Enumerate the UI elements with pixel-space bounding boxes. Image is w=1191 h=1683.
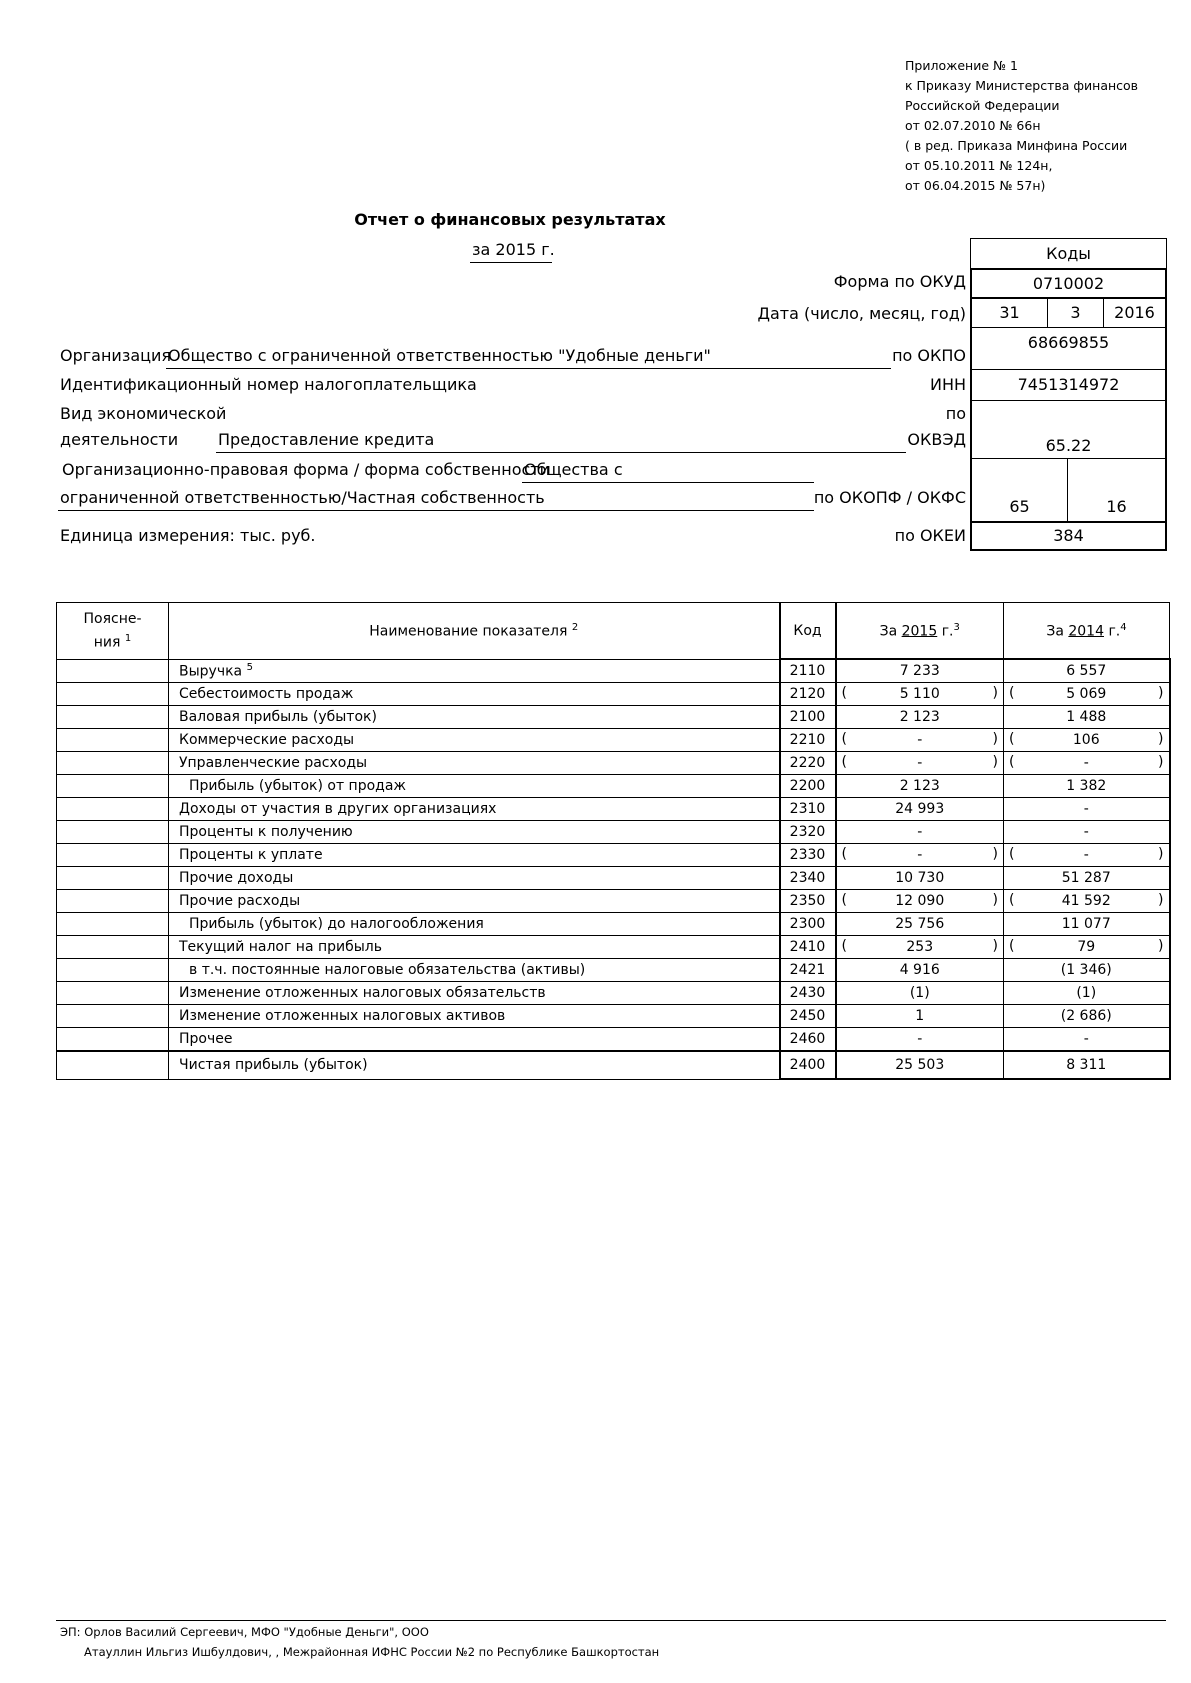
header-cur-year: 2015 [901, 623, 938, 640]
indicator-name-text: в т.ч. постоянные налоговые обязательства (активы) [189, 962, 586, 978]
value-text: 1 382 [1066, 778, 1107, 794]
previous-year-value [1004, 844, 1170, 867]
notes-cell [57, 683, 169, 706]
notes-cell [57, 821, 169, 844]
activity-label-2: деятельности [60, 430, 179, 449]
table-row [57, 775, 1170, 798]
previous-year-value [1004, 752, 1170, 775]
previous-year-value [1004, 659, 1170, 683]
inn-value: 7451314972 [970, 369, 1167, 401]
previous-year-value [1004, 775, 1170, 798]
header-notes-line1: Поясне- [83, 610, 142, 627]
indicator-name [169, 1005, 780, 1028]
value-text: 4 916 [899, 962, 940, 978]
row-code: 2410 [780, 936, 836, 959]
current-year-value [836, 1028, 1004, 1052]
indicator-name-text: Себестоимость продаж [179, 686, 354, 702]
table-row [57, 1028, 1170, 1052]
legal-form-underline-2 [58, 510, 814, 511]
activity-label-1: Вид экономической [60, 404, 227, 423]
org-name: Общество с ограниченной ответственностью "Удобные деньги" [168, 346, 711, 365]
indicator-name [169, 729, 780, 752]
value-text: - [917, 824, 923, 840]
financial-results-table [56, 602, 1171, 1080]
footer-line-2: Атауллин Ильгиз Ишбулдович, , Межрайонная ИФНС России №2 по Республике Башкортостан [84, 1645, 660, 1659]
current-year-value [836, 1051, 1004, 1079]
org-label: Организация [60, 346, 172, 365]
current-year-value [836, 890, 1004, 913]
indicator-name [169, 959, 780, 982]
value-text: 2 123 [899, 709, 940, 725]
indicator-name [169, 1028, 780, 1052]
table-row [57, 729, 1170, 752]
notes-cell [57, 729, 169, 752]
indicator-name [169, 683, 780, 706]
indicator-name-text: Прочие расходы [179, 893, 301, 909]
appendix-line: от 02.07.2010 № 66н [905, 118, 1041, 133]
notes-cell [57, 844, 169, 867]
paren-open: ( [1009, 846, 1015, 862]
value-text: 7 233 [899, 663, 940, 679]
previous-year-value [1004, 867, 1170, 890]
value-text: 25 503 [895, 1057, 945, 1073]
okopf-label: по ОКОПФ / ОКФС [813, 488, 966, 507]
row-code: 2110 [780, 659, 836, 683]
paren-open: ( [1009, 754, 1015, 770]
row-code: 2210 [780, 729, 836, 752]
row-code: 2430 [780, 982, 836, 1005]
value-text: 12 090 [895, 893, 945, 909]
header-code: Код [780, 603, 836, 660]
paren-close: ) [1158, 754, 1164, 770]
date-day: 31 [970, 298, 1048, 328]
notes-cell [57, 706, 169, 729]
header-prev-year: 2014 [1068, 623, 1104, 640]
unit-label: Единица измерения: тыс. руб. [60, 526, 316, 545]
appendix-line: Приложение № 1 [905, 58, 1018, 73]
total-row [57, 1051, 1170, 1079]
indicator-name [169, 752, 780, 775]
okfs-value: 16 [1067, 458, 1167, 522]
indicator-name-text: Валовая прибыль (убыток) [179, 709, 377, 725]
previous-year-value [1004, 729, 1170, 752]
value-text: - [1083, 755, 1089, 771]
notes-cell [57, 959, 169, 982]
indicator-name [169, 913, 780, 936]
appendix-line: от 06.04.2015 № 57н) [905, 178, 1046, 193]
notes-cell [57, 982, 169, 1005]
notes-cell [57, 936, 169, 959]
indicator-name-text: Прибыль (убыток) до налогообложения [189, 916, 484, 932]
table-row [57, 821, 1170, 844]
current-year-value [836, 775, 1004, 798]
value-text: 51 287 [1061, 870, 1111, 886]
paren-close: ) [992, 731, 998, 747]
row-code: 2120 [780, 683, 836, 706]
value-text: (1) [1076, 985, 1097, 1001]
appendix-reference [905, 56, 1138, 196]
activity-underline [216, 452, 906, 453]
date-month: 3 [1047, 298, 1104, 328]
previous-year-value [1004, 798, 1170, 821]
legal-form-value-2: ограниченной ответственностью/Частная собственность [60, 488, 545, 507]
header-current-year [836, 603, 1004, 660]
paren-close: ) [1158, 938, 1164, 954]
row-code: 2421 [780, 959, 836, 982]
value-text: (1 346) [1060, 962, 1112, 978]
appendix-line: ( в ред. Приказа Минфина России [905, 138, 1128, 153]
value-text: 2 123 [899, 778, 940, 794]
value-text: - [917, 1031, 923, 1047]
indicator-name [169, 890, 780, 913]
paren-open: ( [841, 731, 847, 747]
okei-label: по ОКЕИ [894, 526, 966, 545]
indicator-name-text: Изменение отложенных налоговых активов [179, 1008, 506, 1024]
indicator-name-text: Текущий налог на прибыль [179, 939, 382, 955]
notes-cell [57, 1028, 169, 1052]
indicator-name [169, 844, 780, 867]
org-underline [166, 368, 891, 369]
indicator-name-text: Изменение отложенных налоговых обязательств [179, 985, 546, 1001]
previous-year-value [1004, 890, 1170, 913]
indicator-name-text: Прочие доходы [179, 870, 294, 886]
indicator-name-text: Проценты к уплате [179, 847, 323, 863]
row-code: 2350 [780, 890, 836, 913]
row-code: 2200 [780, 775, 836, 798]
indicator-name: Чистая прибыль (убыток) [169, 1051, 780, 1079]
paren-close: ) [992, 892, 998, 908]
okpo-label: по ОКПО [892, 346, 966, 365]
current-year-value [836, 913, 1004, 936]
table-row [57, 659, 1170, 683]
paren-open: ( [841, 938, 847, 954]
current-year-value [836, 844, 1004, 867]
paren-open: ( [1009, 892, 1015, 908]
okei-value: 384 [970, 521, 1167, 551]
notes-cell [57, 867, 169, 890]
value-text: 11 077 [1061, 916, 1111, 932]
paren-open: ( [841, 892, 847, 908]
indicator-name [169, 936, 780, 959]
header-prev-post: г. [1108, 623, 1121, 640]
indicator-name [169, 775, 780, 798]
previous-year-value [1004, 936, 1170, 959]
previous-year-value [1004, 1051, 1170, 1079]
row-code: 2300 [780, 913, 836, 936]
value-text: 106 [1072, 732, 1100, 748]
indicator-name [169, 982, 780, 1005]
paren-open: ( [841, 685, 847, 701]
table-header-row [57, 603, 1170, 660]
current-year-value [836, 936, 1004, 959]
header-indicator-name [169, 603, 780, 660]
table-row [57, 1005, 1170, 1028]
row-code: 2320 [780, 821, 836, 844]
table-row [57, 913, 1170, 936]
value-text: 1 488 [1066, 709, 1107, 725]
value-text: - [1083, 1031, 1089, 1047]
previous-year-value [1004, 1005, 1170, 1028]
okopf-value: 65 [970, 458, 1068, 522]
row-code: 2310 [780, 798, 836, 821]
previous-year-value [1004, 982, 1170, 1005]
paren-close: ) [992, 754, 998, 770]
indicator-name-text: Управленческие расходы [179, 755, 368, 771]
indicator-name-text: Прочее [179, 1031, 233, 1047]
paren-open: ( [841, 846, 847, 862]
previous-year-value [1004, 959, 1170, 982]
indicator-name-text: Доходы от участия в других организациях [179, 801, 497, 817]
table-row [57, 890, 1170, 913]
row-code: 2220 [780, 752, 836, 775]
inn-code-label: ИНН [929, 375, 966, 394]
report-period: за 2015 г. [472, 240, 555, 259]
value-text: - [1083, 824, 1089, 840]
current-year-value [836, 982, 1004, 1005]
appendix-line: Российской Федерации [905, 98, 1060, 113]
row-code: 2400 [780, 1051, 836, 1079]
indicator-sup: 5 [246, 661, 253, 673]
appendix-line: от 05.10.2011 № 124н, [905, 158, 1053, 173]
value-text: 5 110 [899, 686, 940, 702]
codes-header: Коды [970, 238, 1167, 269]
previous-year-value [1004, 913, 1170, 936]
value-text: 6 557 [1066, 663, 1107, 679]
period-underline [470, 262, 552, 263]
previous-year-value [1004, 1028, 1170, 1052]
legal-form-value-1: Общества с [524, 460, 623, 479]
okved-label-2: ОКВЭД [907, 430, 966, 449]
previous-year-value [1004, 683, 1170, 706]
paren-open: ( [1009, 685, 1015, 701]
table-row [57, 706, 1170, 729]
notes-cell [57, 913, 169, 936]
header-cur-post: г. [941, 623, 954, 640]
paren-open: ( [841, 754, 847, 770]
paren-close: ) [1158, 846, 1164, 862]
value-text: - [1083, 801, 1089, 817]
value-text: 5 069 [1066, 686, 1107, 702]
footer-line-1: ЭП: Орлов Василий Сергеевич, МФО "Удобные Деньги", ООО [60, 1625, 429, 1639]
current-year-value [836, 683, 1004, 706]
value-text: 79 [1077, 939, 1096, 955]
value-text: - [917, 755, 923, 771]
current-year-value [836, 729, 1004, 752]
table-row [57, 844, 1170, 867]
paren-open: ( [1009, 938, 1015, 954]
paren-close: ) [992, 938, 998, 954]
header-name-sup: 2 [571, 621, 579, 633]
value-text: 10 730 [895, 870, 945, 886]
table-row [57, 798, 1170, 821]
header-notes-sup: 1 [124, 632, 132, 644]
value-text: 25 756 [895, 916, 945, 932]
paren-close: ) [992, 846, 998, 862]
current-year-value [836, 867, 1004, 890]
table-row [57, 936, 1170, 959]
table-row [57, 752, 1170, 775]
table-row [57, 867, 1170, 890]
appendix-line: к Приказу Министерства финансов [905, 78, 1139, 93]
current-year-value [836, 1005, 1004, 1028]
value-text: (2 686) [1060, 1008, 1112, 1024]
header-prev-pre: За [1046, 623, 1064, 640]
header-notes-line2: ния [93, 634, 121, 651]
indicator-name [169, 798, 780, 821]
row-code: 2340 [780, 867, 836, 890]
indicator-name [169, 867, 780, 890]
header-name-text: Наименование показателя [369, 623, 568, 640]
header-cur-sup: 3 [953, 621, 960, 633]
indicator-name [169, 706, 780, 729]
indicator-name [169, 659, 780, 683]
footer-signatures [60, 1622, 659, 1662]
footer-divider [56, 1620, 1166, 1621]
notes-cell [57, 890, 169, 913]
value-text: 8 311 [1066, 1057, 1107, 1073]
okpo-value: 68669855 [970, 327, 1167, 370]
current-year-value [836, 798, 1004, 821]
current-year-value [836, 821, 1004, 844]
row-code: 2450 [780, 1005, 836, 1028]
okved-label-1: по [945, 404, 966, 423]
report-title: Отчет о финансовых результатах [354, 210, 666, 229]
activity-value: Предоставление кредита [218, 430, 435, 449]
row-code: 2330 [780, 844, 836, 867]
value-text: 24 993 [895, 801, 945, 817]
row-code: 2100 [780, 706, 836, 729]
notes-cell [57, 659, 169, 683]
current-year-value [836, 706, 1004, 729]
indicator-name-text: Выручка [179, 663, 243, 680]
date-label: Дата (число, месяц, год) [757, 304, 966, 323]
notes-cell [57, 1005, 169, 1028]
okud-label: Форма по ОКУД [833, 272, 966, 291]
previous-year-value [1004, 821, 1170, 844]
header-previous-year [1004, 603, 1170, 660]
value-text: (1) [909, 985, 930, 1001]
indicator-name-text: Коммерческие расходы [179, 732, 355, 748]
header-prev-sup: 4 [1120, 621, 1127, 633]
paren-close: ) [1158, 685, 1164, 701]
paren-close: ) [1158, 731, 1164, 747]
legal-form-label: Организационно-правовая форма / форма собственности [62, 460, 550, 479]
date-year: 2016 [1103, 298, 1167, 328]
header-cur-pre: За [879, 623, 898, 640]
value-text: - [917, 847, 923, 863]
okud-value: 0710002 [970, 268, 1167, 299]
previous-year-value [1004, 706, 1170, 729]
value-text: 253 [906, 939, 934, 955]
table-row [57, 959, 1170, 982]
row-code: 2460 [780, 1028, 836, 1052]
indicator-name-text: Проценты к получению [179, 824, 353, 840]
current-year-value [836, 959, 1004, 982]
table-row [57, 683, 1170, 706]
paren-close: ) [992, 685, 998, 701]
current-year-value [836, 752, 1004, 775]
notes-cell [57, 752, 169, 775]
indicator-name-text: Прибыль (убыток) от продаж [189, 778, 407, 794]
value-text: 1 [915, 1008, 925, 1024]
paren-close: ) [1158, 892, 1164, 908]
value-text: 41 592 [1061, 893, 1111, 909]
notes-cell [57, 798, 169, 821]
legal-form-underline-1 [522, 482, 814, 483]
inn-label: Идентификационный номер налогоплательщика [60, 375, 477, 394]
header-notes [57, 603, 169, 660]
notes-cell [57, 1051, 169, 1079]
notes-cell [57, 775, 169, 798]
value-text: - [917, 732, 923, 748]
current-year-value [836, 659, 1004, 683]
value-text: - [1083, 847, 1089, 863]
paren-open: ( [1009, 731, 1015, 747]
okved-value: 65.22 [970, 400, 1167, 459]
indicator-name [169, 821, 780, 844]
table-row [57, 982, 1170, 1005]
